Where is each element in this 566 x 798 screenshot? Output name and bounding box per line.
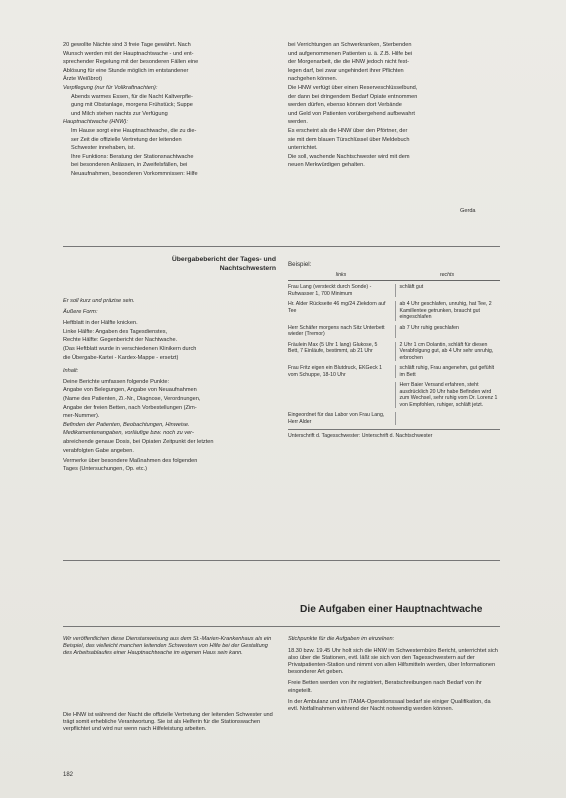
table-row bbox=[288, 342, 500, 362]
top-right-line: bei Verrichtungen an Schwerkranken, Sterbenden bbox=[288, 42, 412, 48]
content-line: Tages (Untersuchungen, Op. etc.) bbox=[63, 466, 147, 473]
table-row bbox=[288, 382, 500, 408]
top-right-line: der Morgenarbeit, die die HNW jedoch nicht fest- bbox=[288, 59, 409, 66]
row-right: ab 4 Uhr geschlafen, unruhig, hat Tee, 2 Kamillentee getrunken, braucht gut eingeschlafen bbox=[395, 301, 501, 321]
top-right-line: unterrichtet. bbox=[288, 145, 318, 152]
top-left-line: Schwester innehaben, ist. bbox=[71, 145, 136, 152]
content-line: mer-Nummer). bbox=[63, 413, 100, 420]
form-line: Linke Hälfte: Angaben des Tagesdienstes, bbox=[63, 328, 168, 335]
article-right-para: In der Ambulanz und im ITAMA-Operationssaal bedarf sie einiger Qualifikation, da evtl. Notfallnahmen während der Nacht notwendig werden können. bbox=[288, 698, 491, 712]
form-line: die Übergabe-Kartei - Kardex-Mappe - ersetzt) bbox=[63, 354, 179, 361]
content-line: abreichende genaue Dosis, bei Opiaten Zeitpunkt der letzten bbox=[63, 438, 214, 445]
content-line: verabfolgten Gabe angeben. bbox=[63, 447, 134, 454]
top-left-line: gung mit Obstanlage, morgens Frühstück; Suppe bbox=[71, 102, 193, 109]
top-left-line: ser Zeit die offizielle Vertretung der leitenden bbox=[71, 136, 182, 143]
example-label: Beispiel: bbox=[288, 261, 312, 268]
content-line: Angabe der freien Betten, nach Vorbestellungen (Zim- bbox=[63, 404, 197, 411]
content-line: Angabe von Belegungen, Angabe von Neuaufnahmen bbox=[63, 387, 197, 394]
row-right: schläft ruhig, Frau angenehm, gut gefühlt im Bett bbox=[395, 365, 501, 378]
hnw-heading: Hauptnachtwache (HNW): bbox=[63, 119, 128, 126]
example-table bbox=[288, 262, 500, 440]
top-right-line: Die HNW verfügt über einen Reserveschlüsselbund, bbox=[288, 84, 418, 91]
report-left-column bbox=[63, 298, 278, 475]
top-right-line: neuen Merkwürdigen gehalten. bbox=[288, 162, 365, 169]
top-left-line: und Milch stehen nachts zur Verfügung bbox=[71, 110, 168, 117]
top-right-line: und aufgenommenen Patienten u. ä. Z.B. Hilfe bei bbox=[288, 50, 413, 57]
top-right-line: und Geld von Patienten vorübergehend aufbewahrt bbox=[288, 110, 415, 117]
content-line: Befinden der Patienten, Beobachtungen, Hinweise. bbox=[63, 421, 190, 428]
content-line: Vermerke über besondere Maßnahmen des folgenden bbox=[63, 457, 198, 464]
top-left-line: 20 gewollte Nächte sind 3 freie Tage gewährt. Nach bbox=[63, 42, 191, 48]
top-right-line: Es erscheint als die HNW über den Pförtner, der bbox=[288, 127, 408, 134]
content-line: Deine Berichte umfassen folgende Punkte: bbox=[63, 378, 170, 385]
top-right-column bbox=[288, 42, 500, 171]
form-line: Rechte Hälfte: Gegenbericht der Nachtwache. bbox=[63, 337, 178, 344]
meals-heading: Verpflegung (nur für Vollkraftnachten): bbox=[63, 84, 158, 91]
top-right-line: legen darf, bei zwar ungehindert ihrer Pflichten bbox=[288, 67, 404, 74]
row-left: Frau Lang (versteckt durch Sonde) - Ruhwasser 1, 700 Minimum bbox=[288, 284, 372, 297]
top-left-line: bei besonderen Anlässen, in Zweifelsfällen, bei bbox=[71, 162, 188, 169]
content-line: Medikamentenangaben, vorläufige bzw. noch zu ver- bbox=[63, 430, 194, 437]
section-divider bbox=[63, 246, 500, 247]
top-right-line: Die soll, wachende Nachtschwester wird mit dem bbox=[288, 153, 410, 160]
article-right-para: 18.30 bzw. 19.45 Uhr holt sich die HNW im Schwesternbüro Bericht, unterrichtet sich also über die Stationen, evtl. läßt sie sich von den Tagesschwestern auf der Privatpatienten-Station und nimmt von allen Hilfsmitteln werden, über Informationen besonderer Art geben. bbox=[288, 648, 498, 676]
form-title: Äußere Form: bbox=[63, 309, 98, 316]
table-row bbox=[288, 365, 500, 378]
table-row bbox=[288, 301, 500, 321]
table-row bbox=[288, 412, 500, 425]
article-title: Die Aufgaben einer Hauptnachtwache bbox=[300, 604, 483, 615]
report-lead: Er soll kurz und präzise sein. bbox=[63, 298, 135, 304]
content-title: Inhalt: bbox=[63, 367, 79, 374]
row-left: Frau Fritz eigen ein Blutdruck, EKGeck 1 vom Schuppe, 18-10 Uhr bbox=[288, 365, 382, 378]
title-rule bbox=[63, 626, 500, 627]
top-left-line: Ärzte Weißbrot) bbox=[63, 76, 103, 83]
top-right-line: sie mit dem blauen Türschlüssel über Meldebuch bbox=[288, 136, 410, 143]
section-divider bbox=[63, 560, 500, 561]
row-left bbox=[288, 382, 389, 408]
table-row bbox=[288, 284, 500, 297]
row-left: Hr. Alder Rückseite 46 mg/24 Ziekdorn auf Tee bbox=[288, 301, 386, 314]
top-signature: Gerda bbox=[460, 208, 476, 214]
article-right-para: Freie Betten werden von ihr registriert, Beratschreibungen nach Bedarf von ihr eingeteilt. bbox=[288, 680, 482, 694]
article-body-left: Die HNW ist während der Nacht die offizielle Vertretung der leitenden Schwester und trägt somit erhebliche Verantwortung. Sie ist als Helferin für die Stationswachen verpflichtet und wird nur wenn nach Hilfeleistung arbeiten. bbox=[63, 712, 273, 733]
row-right: 2 Uhr 1 cm Dolantin, schläft für diesen Verabfolgung gut, ab 4 Uhr sehr unruhig, erbrochen bbox=[395, 342, 501, 362]
article-right-lead: Stichpunkte für die Aufgaben im einzelnen: bbox=[288, 636, 395, 642]
top-left-line: sprechender Regelung mit der besonderen Fällen eine bbox=[63, 59, 199, 66]
article-intro: Wir veröffentlichen diese Dienstanweisung aus dem St.-Marien-Krankenhaus als ein Beispiel, das vielleicht manchen leitenden Schwestern von Hilfe bei der Gestaltung des Arbeitsablaufes einer Hauptnachtwache im eigenen Haus sein kann. bbox=[63, 636, 272, 656]
row-left: Herr Schäfer morgens nach Sitz Unterbett wieder (Tremor) bbox=[288, 324, 385, 337]
example-col-right: rechts bbox=[439, 271, 455, 278]
form-line: (Das Heftblatt wurde in verschiedenen Klinikern durch bbox=[63, 345, 197, 352]
top-left-line: Abends warmes Essen, für die Nacht Kaltverpfle- bbox=[71, 93, 193, 100]
top-left-line: Ablösung für eine Stunde möglich im entstandener bbox=[63, 67, 189, 74]
row-right: Herr Baier Versand erfahren, steht ausdrücklich 20 Uhr habe Befinden wird zum Wechsel, sehr ruhig vom Dr. Lorenz 1 von Empfohlen, ruhiger, schläft jetzt. bbox=[395, 382, 501, 408]
top-right-line: werden. bbox=[288, 119, 308, 126]
top-right-line: der dann bei dringendem Bedarf Opiate entnommen bbox=[288, 93, 418, 100]
report-heading: Übergabebericht der Tages- und Nachtschwestern bbox=[171, 256, 276, 272]
row-left: Fräulein Max (5 Uhr 1 lang) Glukose, 5 Bett, 7 Einläufe, bestimmt, ab 21 Uhr bbox=[288, 341, 378, 354]
row-left: Eingeordnet für das Labor von Frau Lang, Herr Alder bbox=[288, 412, 385, 425]
row-right: ab 7 Uhr ruhig geschlafen bbox=[395, 325, 501, 338]
top-left-line: Im Hause sorgt eine Hauptnachtwache, die zu die- bbox=[71, 127, 197, 134]
row-right bbox=[395, 412, 501, 425]
example-header bbox=[288, 272, 500, 282]
top-right-line: nachgehen können. bbox=[288, 76, 338, 83]
table-row bbox=[288, 325, 500, 338]
form-line: Heftblatt in der Hälfte knicken. bbox=[63, 320, 138, 327]
example-footer: Unterschrift d. Tagesschwester: Unterschrift d. Nachtschwester bbox=[288, 429, 500, 440]
top-left-column bbox=[63, 42, 276, 180]
example-col-left: links bbox=[335, 271, 347, 278]
top-right-line: werden dürfen, ebenso können dort Verbände bbox=[288, 102, 402, 109]
article-right-column bbox=[288, 636, 500, 714]
content-line: (Name des Patienten, Zi.-Nr., Diagnose, Verordnungen, bbox=[63, 395, 201, 402]
top-left-line: Wunsch werden mit der Hauptnachtwache - und ent- bbox=[63, 50, 194, 57]
top-left-line: Neuaufnahmen, besonderen Vorkommnissen: Hilfe bbox=[71, 170, 198, 177]
page-number: 182 bbox=[63, 772, 74, 778]
top-left-line: Ihre Funktions: Beratung der Stationsnachtwache bbox=[71, 153, 194, 160]
row-right: schläft gut bbox=[395, 284, 501, 297]
